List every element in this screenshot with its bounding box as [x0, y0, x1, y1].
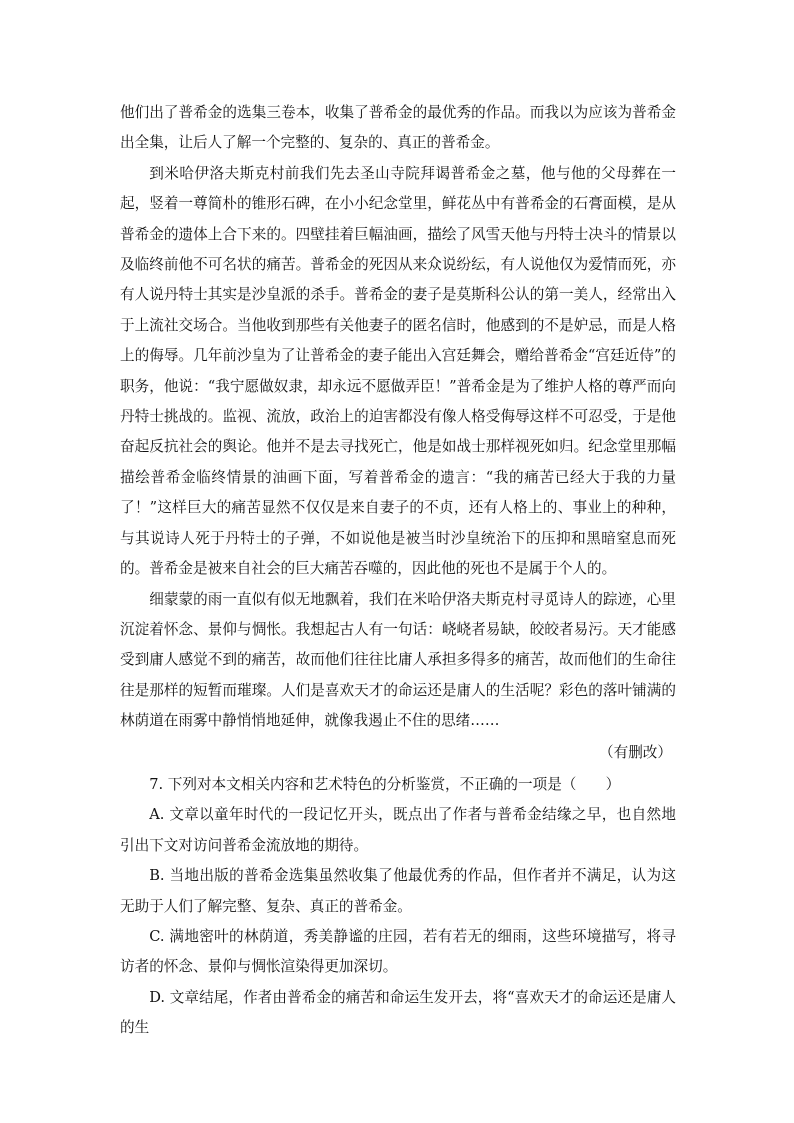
option-d: D. 文章结尾，作者由普希金的痛苦和命运生发开去，将“喜欢天才的命运还是庸人的生 — [120, 988, 676, 1037]
document-page — [120, 98, 676, 1044]
article-paragraph-tomb: 到米哈伊洛夫斯克村前我们先去圣山寺院拜谒普希金之墓，他与他的父母葬在一起，竖着一尊简朴的锥形石碑，在小小纪念堂里，鲜花丛中有普希金的石膏面模，是从普希金的遗体上合下来的。四壁挂着巨幅油画，描绘了风雪天他与丹特士决斗的情景以及临终前他不可名状的痛苦。普希金的死因从来众说纷纭，有人说他仅为爱情而死，亦有人说丹特士其实是沙皇派的杀手。普希金的妻子是莫斯科公认的第一美人，经常出入于上流社交场合。当他收到那些有关他妻子的匿名信时，他感到的不是妒忌，而是人格上的侮辱。几年前沙皇为了让普希金的妻子能出入宫廷舞会，赠给普希金“宫廷近侍”的职务，他说：“我宁愿做奴隶，却永远不愿做弄臣！”普希金是为了维护人格的尊严而向丹特士挑战的。监视、流放，政治上的迫害都没有像人格受侮辱这样不可忍受，于是他奋起反抗社会的舆论。他并不是去寻找死亡，他是如战士那样视死如归。纪念堂里那幅描绘普希金临终情景的油画下面，写着普希金的遗言：“我的痛苦已经大于我的力量了！”这样巨大的痛苦显然不仅仅是来自妻子的不贞，还有人格上的、事业上的种种，与其说诗人死于丹特士的子弹，不如说他是被当时沙皇统治下的压抑和黑暗窒息而死的。普希金是被来自社会的巨大痛苦吞噬的，因此他的死也不是属于个人的。 — [120, 164, 676, 578]
question-block — [120, 770, 676, 1044]
option-a: A. 文章以童年时代的一段记忆开头，既点出了作者与普希金结缘之早，也自然地引出下文对访问普希金流放地的期待。 — [120, 806, 676, 854]
source-note: （有删改） — [599, 743, 672, 761]
question-stem: 7. 下列对本文相关内容和艺术特色的分析鉴赏，不正确的一项是（ ） — [149, 775, 621, 793]
option-b: B. 当地出版的普希金选集虽然收集了他最优秀的作品，但作者并不满足，认为这无助于人们了解完整、复杂、真正的普希金。 — [120, 867, 676, 915]
article-paragraph-rain: 细蒙蒙的雨一直似有似无地飘着，我们在米哈伊洛夫斯克村寻觅诗人的踪迹，心里沉淀着怀念、景仰与惆怅。我想起古人有一句话：峣峣者易缺，皎皎者易污。天才能感受到庸人感觉不到的痛苦，故而他们往往比庸人承担多得多的痛苦，故而他们的生命往往是那样的短暂而璀璨。人们是喜欢天才的命运还是庸人的生活呢？彩色的落叶铺满的林荫道在雨雾中静悄悄地延伸，就像我遏止不住的思绪…… — [120, 590, 676, 730]
article-paragraph-continued: 他们出了普希金的选集三卷本，收集了普希金的最优秀的作品。而我以为应该为普希金出全集，让后人了解一个完整的、复杂的、真正的普希金。 — [120, 104, 676, 152]
option-c: C. 满地密叶的林荫道，秀美静谧的庄园，若有若无的细雨，这些环境描写，将寻访者的怀念、景仰与惆怅渲染得更加深切。 — [120, 927, 676, 976]
